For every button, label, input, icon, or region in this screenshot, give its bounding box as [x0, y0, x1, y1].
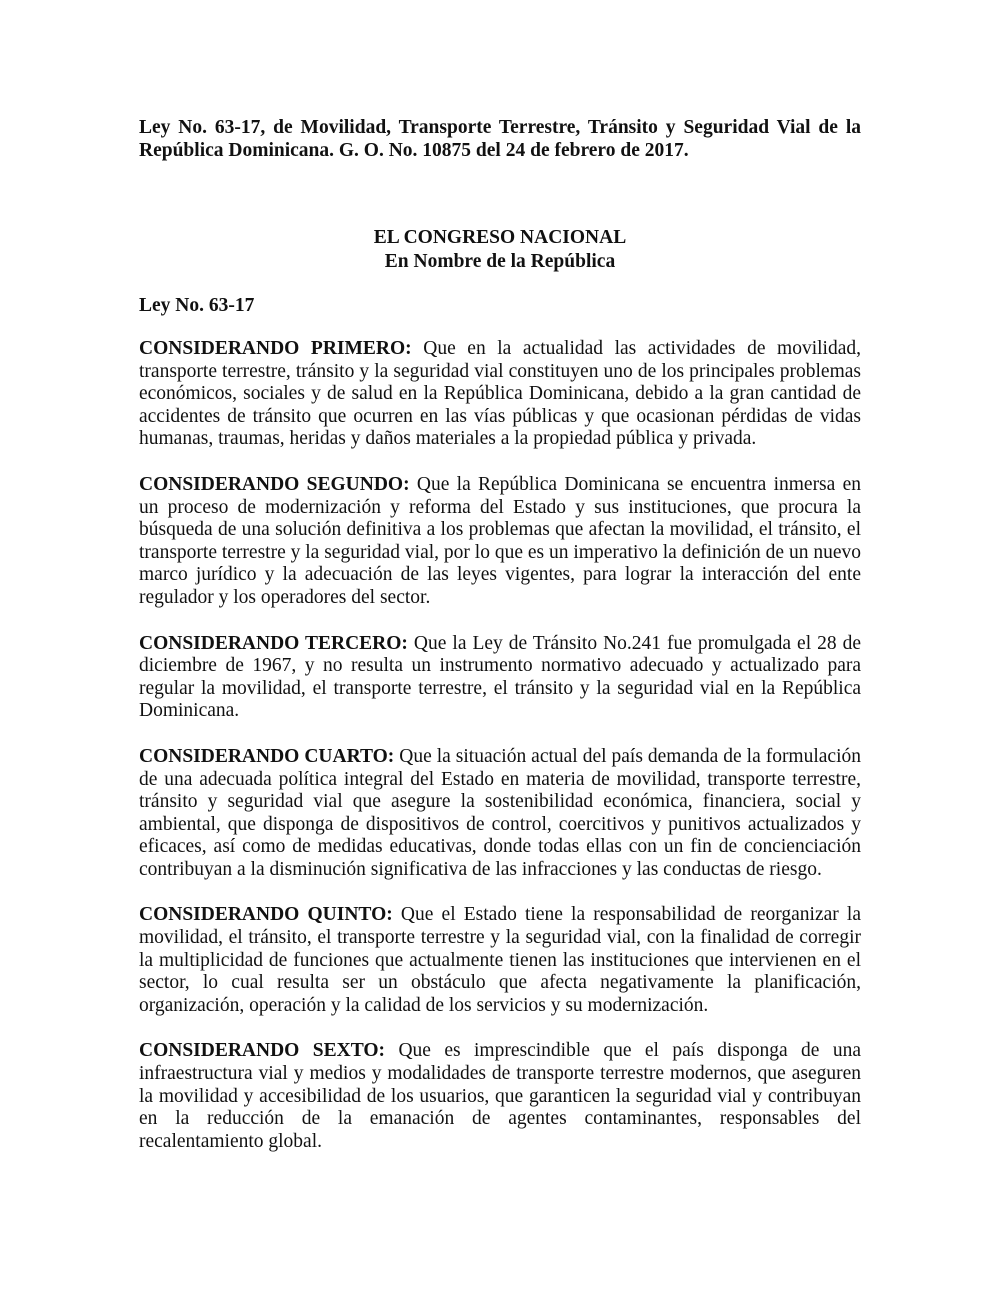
clause-text: Que en la actualidad las actividades de movilidad, transporte terrestre, tránsito y la seguridad vial constituyen uno de los principales problemas económicos, sociales y de salud en la República Dominicana, debido a la gran cantidad de accidentes de tránsito que ocurren en las vías públicas y que ocasionan pérdidas de vidas humanas, traumas, heridas y daños materiales a la propiedad pública y privada.	[139, 338, 862, 450]
clause-label: CONSIDERANDO SEGUNDO:	[139, 473, 410, 495]
clause-label: CONSIDERANDO QUINTO:	[139, 904, 393, 926]
clause-text: Que la Ley de Tránsito No.241 fue promulgada el 28 de diciembre de 1967, y no resulta un instrumento normativo adecuado y actualizado para regular la movilidad, el transporte terrestre, el tránsito y la seguridad vial en la República Dominicana.	[139, 632, 862, 722]
clause-text: Que el Estado tiene la responsabilidad de reorganizar la movilidad, el tránsito, el transporte terrestre y la seguridad vial, con la finalidad de corregir la multiplicidad de funciones que actualmente tienen las instituciones que intervienen en el sector, lo cual resulta ser un obstáculo que afecta negativamente la planificación, organización, operación y la calidad de los servicios y su modernización.	[139, 904, 862, 1016]
clause-cuarto	[139, 746, 861, 882]
clause-quinto	[139, 904, 861, 1017]
clause-label: CONSIDERANDO TERCERO:	[139, 632, 408, 654]
clause-text: Que es imprescindible que el país disponga de una infraestructura vial y medios y modalidades de transporte terrestre modernos, que aseguren la movilidad y accesibilidad de los usuarios, que garanticen la seguridad vial y contribuyan en la reducción de la emanación de agentes contaminantes, responsables del recalentamiento global.	[139, 1040, 862, 1152]
clause-primero	[139, 338, 861, 451]
clause-label: CONSIDERANDO CUARTO:	[139, 745, 395, 767]
law-number: Ley No. 63-17	[139, 295, 255, 316]
heading-line-congress: EL CONGRESO NACIONAL	[373, 227, 627, 248]
document-title: Ley No. 63-17, de Movilidad, Transporte Terrestre, Tránsito y Seguridad Vial de la República Dominicana. G. O. No. 10875 del 24 de febrero de 2017.	[139, 117, 861, 161]
heading-line-republic: En Nombre de la República	[384, 251, 616, 272]
clause-text: Que la situación actual del país demanda de la formulación de una adecuada política integral del Estado en materia de movilidad, transporte terrestre, tránsito y seguridad vial que asegure la sostenibilidad económica, financiera, social y ambiental, que disponga de dispositivos de control, coercitivos y punitivos actualizados y eficaces, así como de medidas educativas, donde todas ellas con un fin de concienciación contribuyan a la disminución significativa de las infracciones y las conductas de riesgo.	[139, 745, 861, 880]
clause-segundo	[139, 474, 861, 610]
clause-label: CONSIDERANDO SEXTO:	[139, 1040, 386, 1062]
clause-tercero	[139, 633, 861, 723]
clause-sexto	[139, 1040, 861, 1153]
document-page	[139, 116, 861, 1173]
clause-label: CONSIDERANDO PRIMERO:	[139, 338, 412, 359]
clause-text: Que la República Dominicana se encuentra inmersa en un proceso de modernización y reforma del Estado y sus instituciones, que procura la búsqueda de una solución definitiva a los problemas que afectan la movilidad, el tránsito, el transporte terrestre y la seguridad vial, por lo que es un imperativo la definición de un nuevo marco jurídico y la adecuación de las leyes vigentes, para lograr la interacción del ente regulador y los operadores del sector.	[139, 473, 862, 608]
congress-heading	[139, 226, 861, 274]
